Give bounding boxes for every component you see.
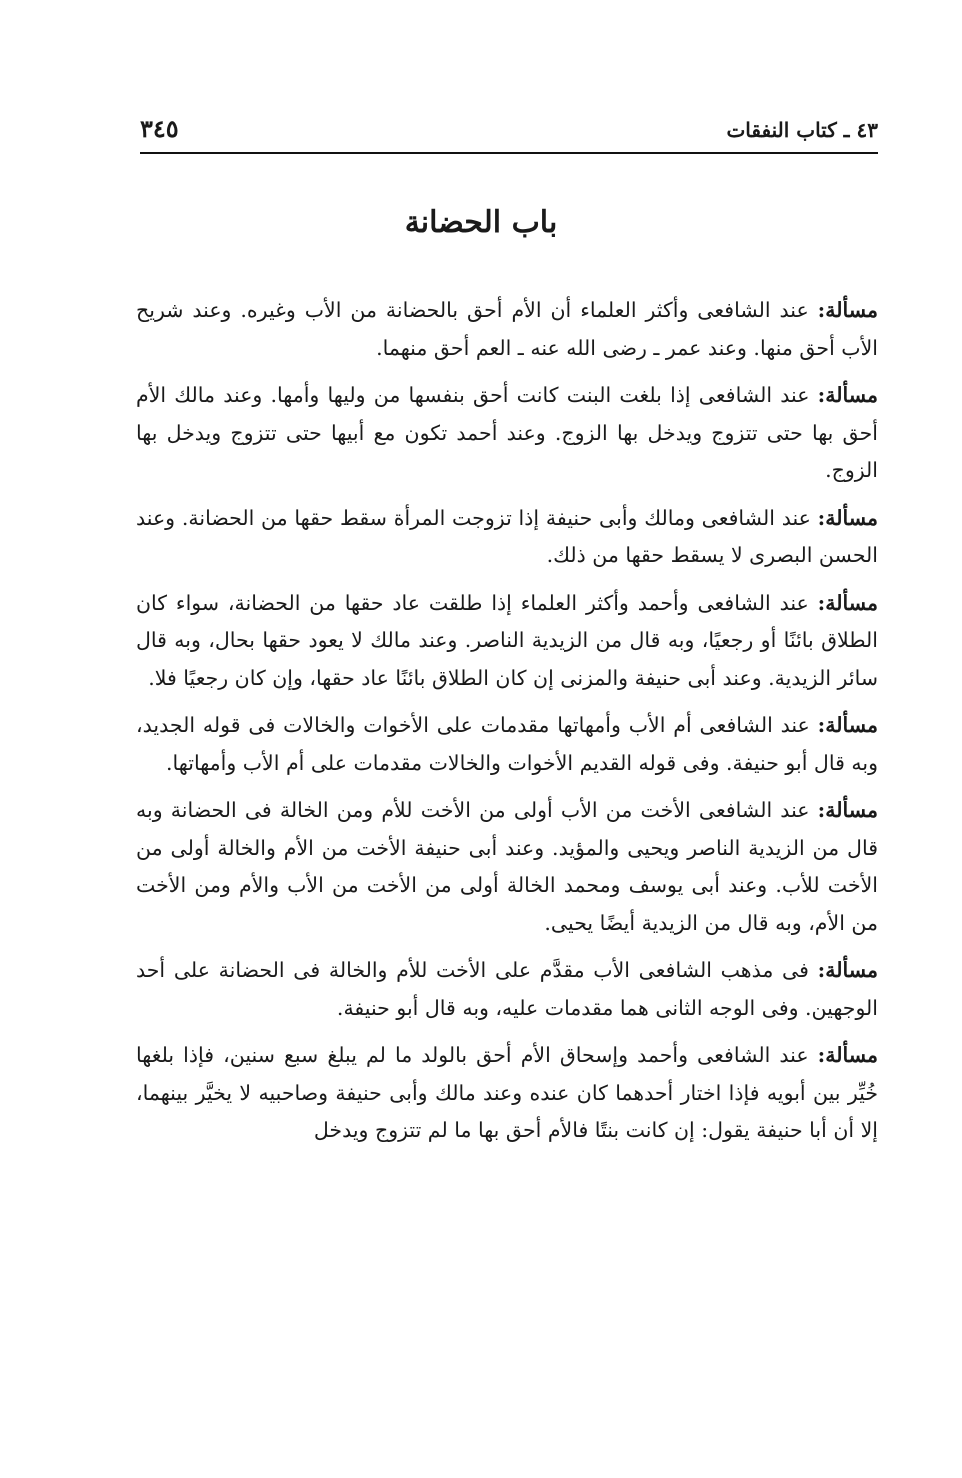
issue-label: مسألة: (817, 713, 878, 737)
issue-label: مسألة: (817, 1043, 878, 1067)
section-title: باب الحضانة (404, 205, 558, 240)
issue-text: عند الشافعى إذا بلغت البنت كانت أحق بنفسها من وليها وأمها. وعند مالك الأم أحق بها حتى تتزوج ويدخل بها الزوج. وعند أحمد تكون مع أبيها حتى تتزوج ويدخل بها الزوج. (136, 383, 878, 482)
issue-label: مسألة: (817, 798, 878, 822)
issue-paragraph (136, 952, 878, 1027)
running-header (140, 112, 878, 154)
issue-label: مسألة: (817, 590, 878, 615)
issue-paragraph (136, 1037, 878, 1150)
issue-label: مسألة: (817, 298, 878, 322)
issue-text: عند الشافعى وأكثر العلماء أن الأم أحق بالحضانة من الأب وغيره. وعند شريح الأب أحق منها. وعند عمر ـ رضى الله عنه ـ العم أحق منهما. (136, 298, 878, 360)
chapter-running-title: ٤٣ ـ كتاب النفقات (726, 118, 878, 142)
issue-paragraph (136, 377, 878, 490)
issue-text: عند الشافعى وأحمد وأكثر العلماء إذا طلقت عاد حقها من الحضانة، سواء كان الطلاق بائنًا أو رجعيًا، وبه قال من الزيدية الناصر. وعند مالك لا يعود حقها بحال، وبه قال سائر الزيدية. وعند أبى حنيفة والمزنى إن كان الطلاق بائنًا عاد حقها، وإن كان رجعيًا فلا. (136, 590, 878, 690)
issue-paragraph (136, 707, 878, 782)
issue-paragraph (136, 292, 878, 367)
issue-text: عند الشافعى الأخت من الأب أولى من الأخت للأم ومن الخالة فى الحضانة وبه قال من الزيدية الناصر ويحيى والمؤيد. وعند أبى حنيفة الأخت من الأم والخالة أولى من الأخت للأب. وعند أبى يوسف ومحمد الخالة أولى من الأخت من الأب والأم ومن الأخت من الأم، وبه قال من الزيدية أيضًا يحيى. (136, 798, 878, 935)
issue-label: مسألة: (817, 958, 878, 982)
issue-text: عند الشافعى وأحمد وإسحاق الأم أحق بالولد ما لم يبلغ سبع سنين، فإذا بلغها خُيِّر بين أبويه فإذا اختار أحدهما كان عنده وعند مالك وأبى حنيفة وصاحبيه لا يخيَّر بينهما، إلا أن أبا حنيفة يقول: إن كانت بنتًا فالأم أحق بها ما لم تتزوج ويدخل (136, 1043, 878, 1142)
issue-paragraph (136, 585, 878, 698)
issue-label: مسألة: (817, 383, 878, 407)
issue-paragraph (136, 500, 878, 575)
issue-text: عند الشافعى أم الأب وأمهاتها مقدمات على الأخوات والخالات فى قوله الجديد، وبه قال أبو حنيفة. وفى قوله القديم الأخوات والخالات مقدمات على أم الأب وأمهاتها. (136, 713, 878, 775)
issue-text: عند الشافعى ومالك وأبى حنيفة إذا تزوجت المرأة سقط حقها من الحضانة. وعند الحسن البصرى لا يسقط حقها من ذلك. (136, 505, 878, 567)
issue-paragraph (136, 792, 878, 942)
body-text (136, 292, 878, 1160)
issue-label: مسألة: (817, 505, 878, 530)
issue-text: فى مذهب الشافعى الأب مقدَّم على الأخت للأم والخالة فى الحضانة على أحد الوجهين. وفى الوجه الثانى هما مقدمات عليه، وبه قال أبو حنيفة. (136, 958, 878, 1020)
page-number: ٣٤٥ (140, 114, 179, 143)
